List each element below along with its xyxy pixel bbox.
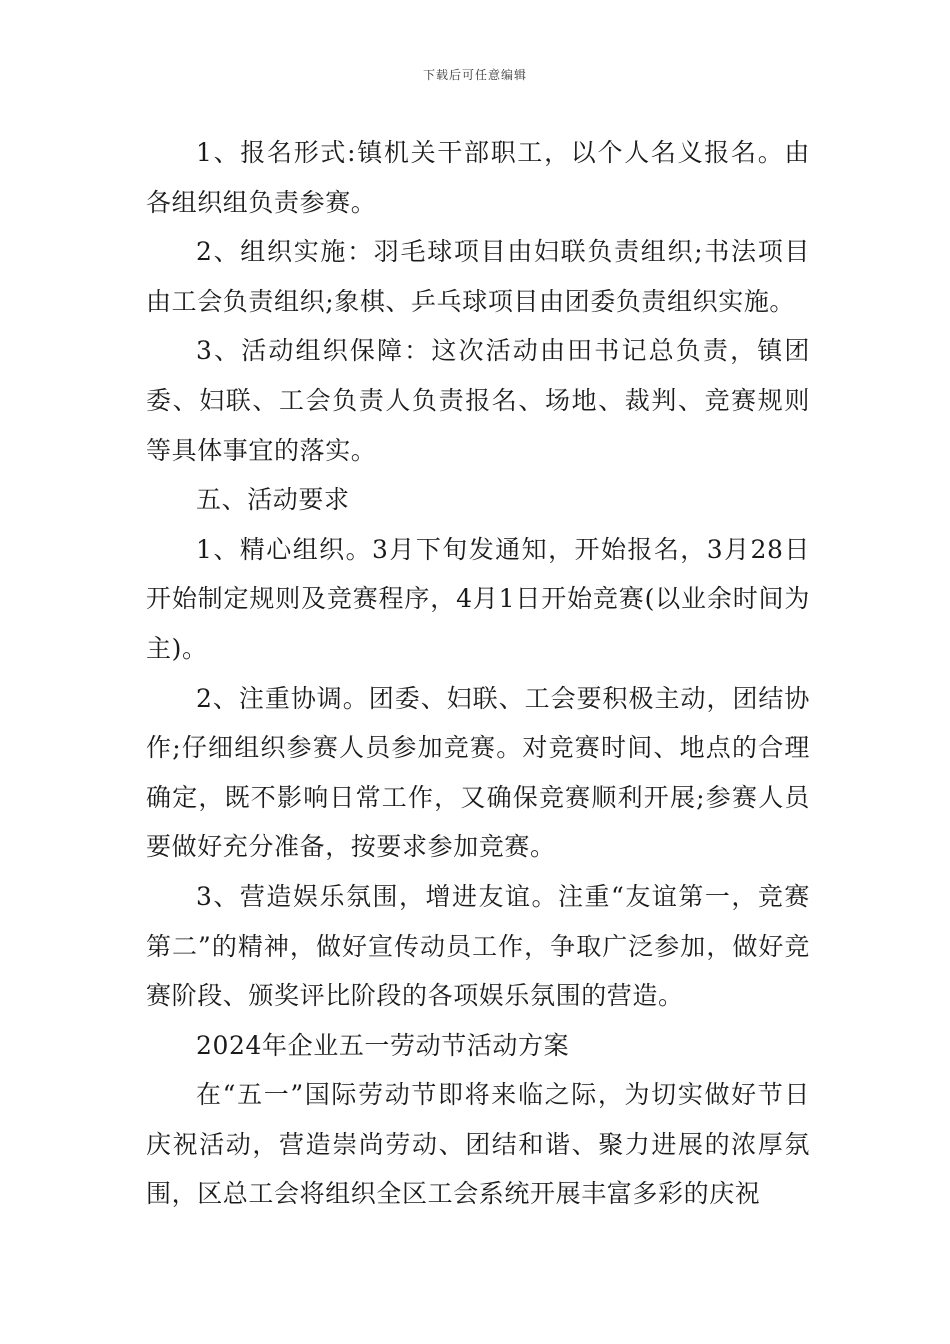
paragraph-guarantee: 3、活动组织保障：这次活动由田书记总负责，镇团委、妇联、工会负责人负责报名、场地、裁判、竞赛规则等具体事宜的落实。 [146,336,810,465]
paragraph-atmosphere: 3、营造娱乐氛围，增进友谊。注重“友谊第一，竞赛第二”的精神，做好宣传动员工作，争取广泛参加，做好竞赛阶段、颁奖评比阶段的各项娱乐氛围的营造。 [146,881,810,1011]
paragraph-coordination: 2、注重协调。团委、妇联、工会要积极主动，团结协作;仔细组织参赛人员参加竞赛。对竞赛时间、地点的合理确定，既不影响日常工作，又确保竞赛顺利开展;参赛人员要做好充分准备，按要求参加竞赛。 [146,683,810,862]
paragraph-intro: 在“五一”国际劳动节即将来临之际，为切实做好节日庆祝活动，营造崇尚劳动、团结和谐、聚力进展的浓厚氛围，区总工会将组织全区工会系统开展丰富多彩的庆祝 [146,1080,810,1209]
paragraph-organization: 2、组织实施：羽毛球项目由妇联负责组织;书法项目由工会负责组织;象棋、乒乓球项目由团委负责组织实施。 [146,237,810,316]
document-body [146,128,810,1219]
section-heading-requirements: 五、活动要求 [196,485,350,515]
header-note: 下载后可任意编辑 [422,68,527,82]
document-title-labor-day-plan: 2024年企业五一劳动节活动方案 [196,1030,570,1060]
paragraph-registration: 1、报名形式:镇机关干部职工，以个人名义报名。由各组织组负责参赛。 [146,138,810,217]
paragraph-careful-organization: 1、精心组织。3月下旬发通知，开始报名，3月28日开始制定规则及竞赛程序，4月1日开始竞赛(以业余时间为主)。 [146,534,810,663]
